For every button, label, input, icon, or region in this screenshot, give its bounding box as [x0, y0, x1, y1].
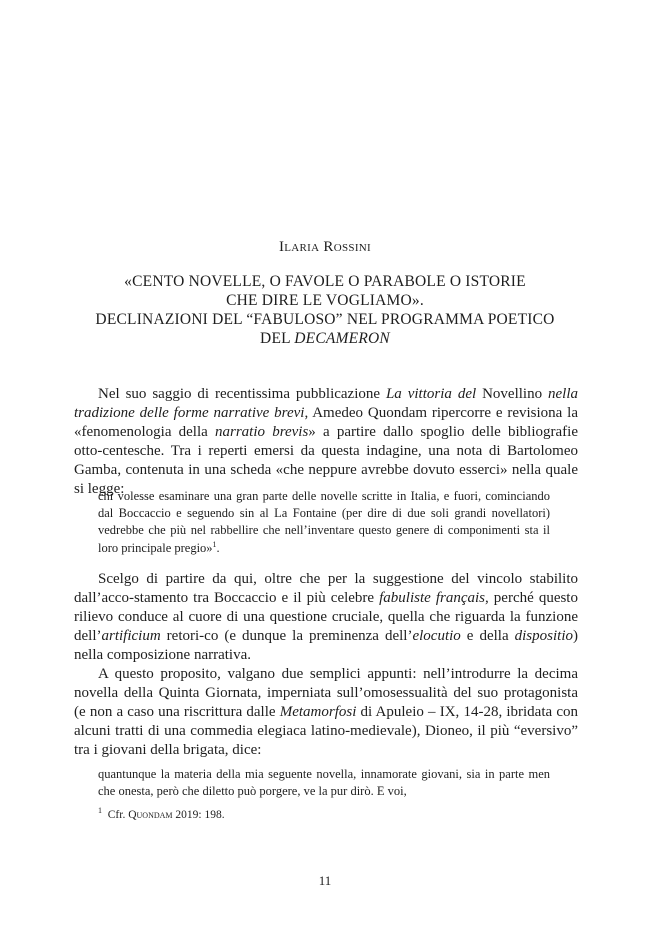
body-paragraph-2: Scelgo di partire da qui, oltre che per la suggestione del vincolo stabilito dall’acco-stamento tra Boccaccio e il più celebre fabuliste français, perché questo rilievo conduce al cuore di una questione cruciale, quella che riguarda la funzione dell’artificium retori-co (e dunque la preminenza dell’elocutio e della dispositio) nella composizione narrativa. [74, 571, 578, 663]
page-number: 11 [318, 873, 332, 888]
title-line: CHE DIRE LE VOGLIAMO». [226, 292, 424, 309]
title-line: «CENTO NOVELLE, O FAVOLE O PARABOLE O ISTORIE [124, 273, 526, 290]
title-line: DEL DECAMERON [260, 330, 390, 347]
title-italic: DECAMERON [294, 330, 390, 347]
footnote-number: 1 [98, 806, 102, 816]
footnote-mark[interactable]: 1 [212, 539, 217, 549]
chapter-title [60, 272, 590, 348]
block-quote-1: chi volesse esaminare una gran parte delle novelle scritte in Italia, e fuori, cominciando dal Boccaccio e seguendo sin al La Fontaine (per dire di due soli grandi novellatori) vedrebbe che più nel rabbellire che nell’inventare questo genere di componimenti sta il loro principale pregio»$^1$. [98, 489, 550, 555]
title-line: DECLINAZIONI DEL “FABULOSO” NEL PROGRAMMA POETICO [95, 311, 555, 328]
footnote: $^1$ Cfr. Quondam 2019: 198. [98, 806, 225, 821]
body-paragraphs [74, 570, 578, 760]
author-name: Ilaria Rossini [278, 239, 371, 255]
block-quote-2: quantunque la materia della mia seguente novella, innamorate giovani, sia in parte men che onesta, però che diletto può porgere, ve la pur dirò. E voi, [98, 767, 550, 799]
body-paragraph-3: A questo proposito, valgano due semplici appunti: nell’introdurre la decima novella della Quinta Giornata, imperniata sull’omosessualità del suo protagonista (e non a caso una riscrittura dalle Metamorfosi di Apuleio – IX, 14-28, ibridata con alcuni tratti di una commedia elegiaca latino-medievale), Dioneo, il più “eversivo” tra i giovani della brigata, dice: [74, 666, 578, 758]
body-paragraph-1: Nel suo saggio di recentissima pubblicazione La vittoria del Novellino nella tradizione delle forme narrative brevi, Amedeo Quondam ripercorre e revisiona la «fenomenologia della narratio brevis» a partire dallo spoglio delle bibliografie otto-centesche. Tra i reperti emersi da questa indagine, una nota di Bartolomeo Gamba, contenuta in una scheda «che neppure avrebbe dovuto esserci» nella quale si legge: [74, 386, 578, 497]
